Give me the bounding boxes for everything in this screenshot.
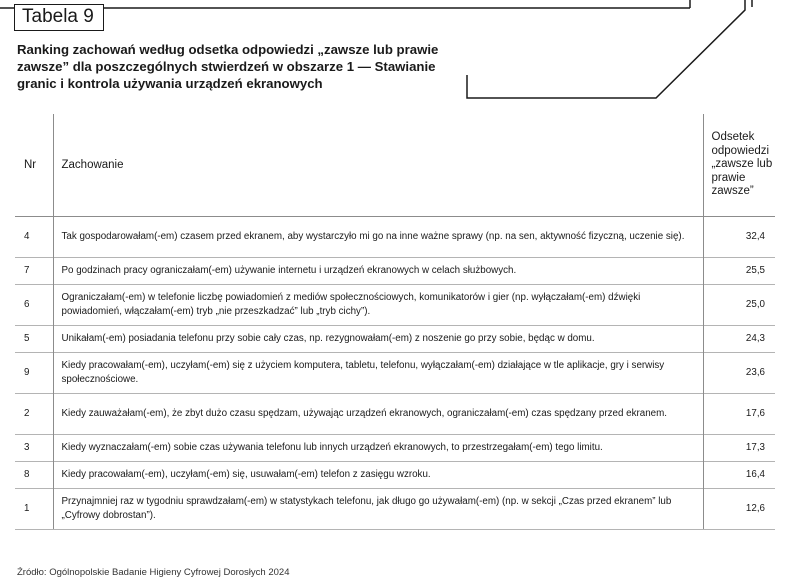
table-row [15,216,775,257]
row-percent: 23,6 [703,352,775,393]
row-behavior: Kiedy zauważałam(-em), że zbyt dużo czasu spędzam, używając urządzeń ekranowych, ograniczałam(-em) czas spędzany przed ekranem. [53,393,703,434]
row-number: 7 [15,257,53,284]
row-behavior: Unikałam(-em) posiadania telefonu przy sobie cały czas, np. rezygnowałam(-em) z noszenie go przy sobie, będąc w domu. [53,325,703,352]
row-percent: 17,3 [703,434,775,461]
row-percent: 12,6 [703,488,775,529]
row-number: 5 [15,325,53,352]
row-behavior: Kiedy pracowałam(-em), uczyłam(-em) się, usuwałam(-em) telefon z zasięgu wzroku. [53,461,703,488]
column-header-behavior: Zachowanie [53,114,703,216]
table-row [15,284,775,325]
row-behavior: Przynajmniej raz w tygodniu sprawdzałam(-em) w statystykach telefonu, jak długo go używałam(-em) (np. w sekcji „Czas przed ekranem” lub „Cyfrowy dobrostan”). [53,488,703,529]
table-row [15,352,775,393]
row-percent: 17,6 [703,393,775,434]
row-number: 3 [15,434,53,461]
row-number: 6 [15,284,53,325]
table-number-tag: Tabela 9 [14,4,104,31]
row-percent: 16,4 [703,461,775,488]
row-behavior: Ograniczałam(-em) w telefonie liczbę powiadomień z mediów społecznościowych, komunikatorów i gier (np. wyłączałam(-em) dźwięki powiadomień, włączałam(-em) tryb „nie przeszkadzać” lub „tryb cichy”). [53,284,703,325]
table-row [15,393,775,434]
table-row [15,488,775,529]
table-header-row [15,114,775,216]
row-percent: 24,3 [703,325,775,352]
table-title: Ranking zachowań według odsetka odpowiedzi „zawsze lub prawie zawsze” dla poszczególnych stwierdzeń w obszarze 1 — Stawianie granic i kontrola używania urządzeń ekranowych [17,42,439,91]
row-number: 9 [15,352,53,393]
row-behavior: Kiedy wyznaczałam(-em) sobie czas używania telefonu lub innych urządzeń ekranowych, to przestrzegałam(-em) tego limitu. [53,434,703,461]
column-header-percent: Odsetek odpowiedzi „zawsze lub prawie zawsze” [703,114,775,216]
row-percent: 25,5 [703,257,775,284]
table-row [15,325,775,352]
table-row [15,461,775,488]
row-number: 2 [15,393,53,434]
row-percent: 25,0 [703,284,775,325]
table-row [15,434,775,461]
row-behavior: Tak gospodarowałam(-em) czasem przed ekranem, aby wystarczyło mi go na inne ważne sprawy (np. na sen, aktywność fizyczną, uczenie się). [53,216,703,257]
row-number: 4 [15,216,53,257]
ranking-table [15,114,775,530]
row-behavior: Kiedy pracowałam(-em), uczyłam(-em) się z użyciem komputera, tabletu, telefonu, wyłączałam(-em) działające w tle aplikacje, gry i serwisy społecznościowe. [53,352,703,393]
row-number: 8 [15,461,53,488]
row-number: 1 [15,488,53,529]
row-percent: 32,4 [703,216,775,257]
source-note: Źródło: Ogólnopolskie Badanie Higieny Cyfrowej Dorosłych 2024 [17,567,290,578]
table-row [15,257,775,284]
row-behavior: Po godzinach pracy ograniczałam(-em) używanie internetu i urządzeń ekranowych w celach służbowych. [53,257,703,284]
column-header-nr: Nr [15,114,53,216]
